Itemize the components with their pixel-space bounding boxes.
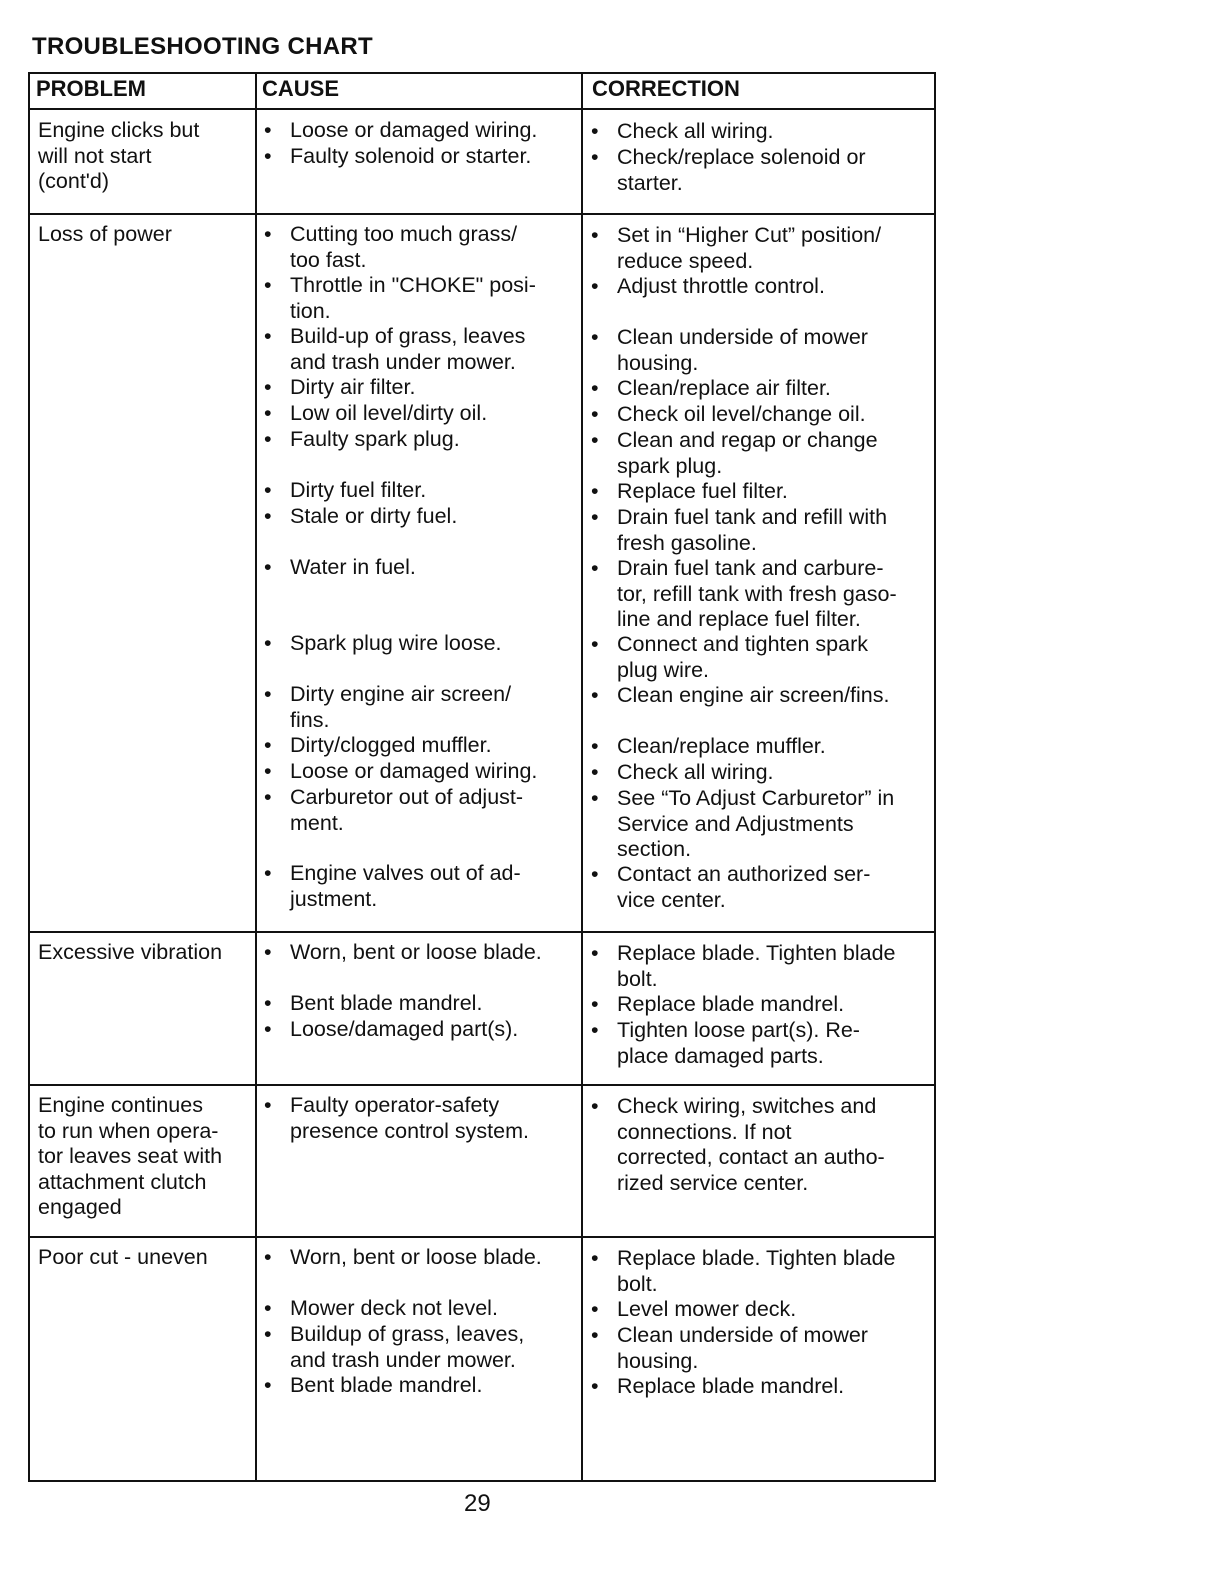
problem-cell: Excessive vibration — [38, 940, 223, 964]
bullet-icon: • — [264, 1296, 272, 1320]
cause-text-line: Cutting too much grass/ — [290, 222, 518, 246]
correction-text-line: spark plug. — [617, 453, 723, 478]
correction-text-line: section. — [617, 837, 692, 861]
bullet-icon: • — [591, 1297, 599, 1321]
row-divider — [30, 213, 934, 215]
cause-text-line: too fast. — [290, 247, 367, 272]
bullet-icon: • — [264, 427, 272, 451]
header-cause: CAUSE — [262, 76, 340, 101]
correction-text-line: Adjust throttle control. — [617, 274, 825, 298]
problem-cell: Loss of power — [38, 222, 172, 246]
correction-text-line: Clean engine air screen/fins. — [617, 683, 890, 707]
cause-text-line: Dirty air filter. — [290, 375, 416, 399]
cause-text-line: Loose or damaged wiring. — [290, 118, 538, 142]
correction-text-line: Replace fuel filter. — [617, 479, 788, 503]
cause-text-line: ment. — [290, 810, 344, 835]
bullet-icon: • — [591, 376, 599, 400]
bullet-icon: • — [591, 556, 599, 580]
correction-text-line: connections. If not — [617, 1119, 792, 1144]
cause-text-line: Dirty fuel filter. — [290, 478, 427, 502]
header-problem: PROBLEM — [36, 76, 146, 101]
bullet-icon: • — [264, 273, 272, 297]
correction-text-line: Connect and tighten spark — [617, 632, 868, 656]
bullet-icon: • — [591, 760, 599, 784]
correction-text-line: Check/replace solenoid or — [617, 145, 866, 169]
correction-text-line: Clean underside of mower — [617, 1323, 868, 1347]
row-divider — [30, 1236, 934, 1238]
bullet-icon: • — [591, 402, 599, 426]
bullet-icon: • — [264, 940, 272, 964]
cause-text-line: Low oil level/dirty oil. — [290, 401, 488, 425]
correction-text-line: Set in “Higher Cut” position/ — [617, 223, 882, 247]
correction-text-line: Clean underside of mower — [617, 325, 868, 349]
bullet-icon: • — [591, 992, 599, 1016]
bullet-icon: • — [264, 1017, 272, 1041]
correction-text-line: plug wire. — [617, 657, 710, 682]
correction-text-line: Service and Adjustments — [617, 811, 854, 836]
cause-text-line: Water in fuel. — [290, 555, 416, 579]
header-divider — [30, 108, 934, 110]
cause-text-line: Buildup of grass, leaves, — [290, 1322, 525, 1346]
cause-text-line: Engine valves out of ad- — [290, 861, 521, 885]
cause-text-line: Dirty/clogged muffler. — [290, 733, 492, 757]
bullet-icon: • — [591, 1246, 599, 1270]
cause-text-line: Build-up of grass, leaves — [290, 324, 526, 348]
correction-text-line: Replace blade. Tighten blade — [617, 1246, 896, 1270]
correction-text-line: Clean/replace air filter. — [617, 376, 831, 400]
bullet-icon: • — [591, 734, 599, 758]
bullet-icon: • — [264, 555, 272, 579]
bullet-icon: • — [264, 785, 272, 809]
cause-text-line: presence control system. — [290, 1118, 529, 1143]
correction-text-line: housing. — [617, 1348, 699, 1373]
cause-text-line: Faulty spark plug. — [290, 427, 460, 451]
bullet-icon: • — [591, 325, 599, 349]
bullet-icon: • — [264, 631, 272, 655]
cause-text-line: Bent blade mandrel. — [290, 1373, 483, 1397]
bullet-icon: • — [264, 478, 272, 502]
troubleshooting-table — [28, 72, 936, 1482]
bullet-icon: • — [264, 324, 272, 348]
cause-text-line: Carburetor out of adjust- — [290, 785, 524, 809]
correction-text-line: Check oil level/change oil. — [617, 402, 866, 426]
correction-text-line: Check all wiring. — [617, 760, 774, 784]
cause-text-line: Worn, bent or loose blade. — [290, 940, 542, 964]
bullet-icon: • — [264, 759, 272, 783]
row-divider — [30, 931, 934, 933]
row-divider — [30, 1084, 934, 1086]
bullet-icon: • — [591, 632, 599, 656]
correction-text-line: rized service center. — [617, 1170, 809, 1195]
correction-text-line: housing. — [617, 350, 699, 375]
correction-text-line: Check wiring, switches and — [617, 1094, 877, 1118]
cause-text-line: Faulty operator-safety — [290, 1093, 500, 1117]
bullet-icon: • — [264, 682, 272, 706]
cause-text-line: Loose/damaged part(s). — [290, 1017, 519, 1041]
correction-text-line: fresh gasoline. — [617, 530, 757, 555]
cause-text-line: Faulty solenoid or starter. — [290, 144, 532, 168]
correction-text-line: reduce speed. — [617, 248, 754, 273]
correction-text-line: starter. — [617, 170, 683, 195]
bullet-icon: • — [591, 1018, 599, 1042]
cause-text-line: Worn, bent or loose blade. — [290, 1245, 542, 1269]
correction-text-line: Clean/replace muffler. — [617, 734, 826, 758]
cause-text-line: Loose or damaged wiring. — [290, 759, 538, 783]
bullet-icon: • — [591, 479, 599, 503]
correction-text-line: bolt. — [617, 1271, 658, 1296]
bullet-icon: • — [591, 119, 599, 143]
bullet-icon: • — [591, 428, 599, 452]
correction-text-line: Replace blade. Tighten blade — [617, 941, 896, 965]
cause-text-line: and trash under mower. — [290, 349, 516, 374]
header-correction: CORRECTION — [592, 76, 740, 101]
bullet-icon: • — [591, 786, 599, 810]
problem-cell: Engine continues to run when opera- tor leaves seat with attachment clutch engaged — [38, 1093, 223, 1219]
column-divider — [255, 74, 257, 1480]
bullet-icon: • — [264, 1373, 272, 1397]
correction-text-line: Replace blade mandrel. — [617, 992, 845, 1016]
bullet-icon: • — [591, 505, 599, 529]
problem-cell: Engine clicks but will not start (cont'd) — [38, 118, 200, 193]
correction-text-line: place damaged parts. — [617, 1043, 824, 1068]
cause-text-line: tion. — [290, 298, 331, 323]
bullet-icon: • — [591, 1094, 599, 1118]
bullet-icon: • — [591, 1374, 599, 1398]
bullet-icon: • — [591, 862, 599, 886]
correction-text-line: Contact an authorized ser- — [617, 862, 871, 886]
page-title: TROUBLESHOOTING CHART — [32, 33, 373, 60]
bullet-icon: • — [264, 118, 272, 142]
bullet-icon: • — [264, 1093, 272, 1117]
correction-text-line: See “To Adjust Carburetor” in — [617, 786, 895, 810]
correction-text-line: tor, refill tank with fresh gaso- — [617, 581, 897, 606]
correction-text-line: Check all wiring. — [617, 119, 774, 143]
correction-text-line: corrected, contact an autho- — [617, 1145, 885, 1169]
bullet-icon: • — [264, 1245, 272, 1269]
bullet-icon: • — [264, 1322, 272, 1346]
cause-text-line: Spark plug wire loose. — [290, 631, 502, 655]
bullet-icon: • — [264, 861, 272, 885]
bullet-icon: • — [264, 401, 272, 425]
bullet-icon: • — [264, 375, 272, 399]
correction-text-line: Drain fuel tank and carbure- — [617, 556, 884, 580]
bullet-icon: • — [264, 222, 272, 246]
correction-text-line: bolt. — [617, 966, 658, 991]
cause-text-line: Dirty engine air screen/ — [290, 682, 512, 706]
cause-text-line: Throttle in "CHOKE" posi- — [290, 273, 536, 297]
cause-text-line: fins. — [290, 707, 330, 732]
problem-cell: Poor cut - uneven — [38, 1245, 208, 1269]
bullet-icon: • — [591, 274, 599, 298]
bullet-icon: • — [264, 144, 272, 168]
column-divider — [581, 74, 583, 1480]
bullet-icon: • — [591, 145, 599, 169]
cause-text-line: Bent blade mandrel. — [290, 991, 483, 1015]
correction-text-line: vice center. — [617, 887, 726, 912]
correction-text-line: line and replace fuel filter. — [617, 607, 861, 631]
correction-text-line: Drain fuel tank and refill with — [617, 505, 888, 529]
cause-text-line: Stale or dirty fuel. — [290, 504, 458, 528]
correction-text-line: Replace blade mandrel. — [617, 1374, 845, 1398]
page-number: 29 — [464, 1490, 491, 1517]
correction-text-line: Level mower deck. — [617, 1297, 797, 1321]
bullet-icon: • — [591, 223, 599, 247]
cause-text-line: and trash under mower. — [290, 1347, 516, 1372]
bullet-icon: • — [591, 1323, 599, 1347]
bullet-icon: • — [591, 941, 599, 965]
bullet-icon: • — [264, 504, 272, 528]
correction-text-line: Tighten loose part(s). Re- — [617, 1018, 860, 1042]
bullet-icon: • — [264, 991, 272, 1015]
cause-text-line: justment. — [290, 886, 378, 911]
bullet-icon: • — [264, 733, 272, 757]
bullet-icon: • — [591, 683, 599, 707]
cause-text-line: Mower deck not level. — [290, 1296, 498, 1320]
correction-text-line: Clean and regap or change — [617, 428, 878, 452]
